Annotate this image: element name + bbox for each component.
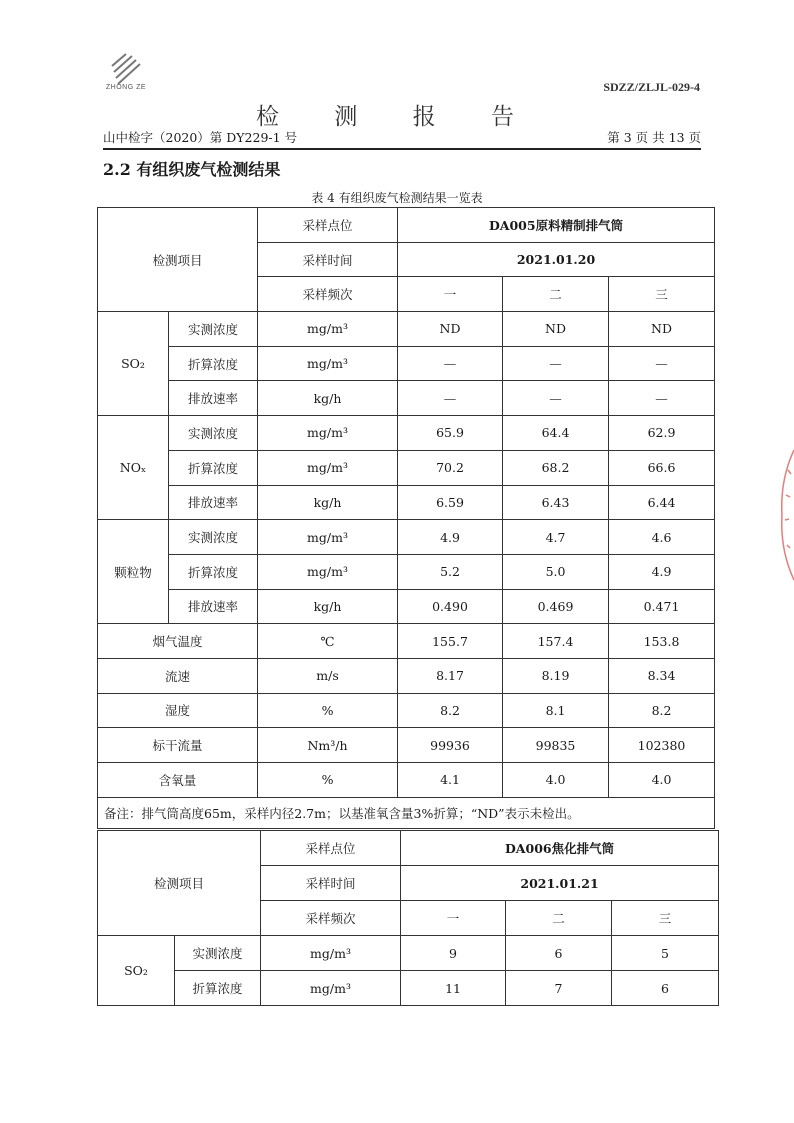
cell-value: 5.0 [503,554,609,589]
cell-value: — [503,346,609,381]
time-value: 2021.01.20 [398,242,715,277]
cell-value: 6.43 [503,485,609,520]
row-unit: kg/h [258,381,398,416]
freq-2: 二 [503,277,609,312]
cell-value: 4.7 [503,520,609,555]
cell-value: 8.2 [398,693,503,728]
freq-2: 二 [506,901,612,936]
cell-value: 4.0 [503,763,609,798]
cell-value: — [398,381,503,416]
cell-value: 8.17 [398,658,503,693]
cell-value: 102380 [609,728,715,763]
cell-value: ND [398,312,503,347]
row-label: 折算浓度 [169,346,258,381]
cell-value: 62.9 [609,416,715,451]
row-unit: m/s [258,658,398,693]
row-unit: mg/m³ [258,450,398,485]
cell-value: 6.59 [398,485,503,520]
freq-3: 三 [612,901,719,936]
cell-value: — [398,346,503,381]
param-label: 含氧量 [98,763,258,798]
table-row [98,450,715,485]
param-label: 烟气温度 [98,624,258,659]
cell-value: 99936 [398,728,503,763]
seal-stamp-icon [776,440,794,590]
cell-value: 70.2 [398,450,503,485]
report-number: 山中检字（2020）第 DY229-1 号 [103,130,298,145]
cell-value: 6.44 [609,485,715,520]
table-row [98,624,715,659]
cell-value: 68.2 [503,450,609,485]
page-info: 第 3 页 共 13 页 [607,130,701,145]
row-unit: mg/m³ [258,416,398,451]
table-note: 备注：排气筒高度65m，采样内径2.7m；以基准氧含量3%折算；“ND”表示未检出。 [98,797,715,828]
row-label: 折算浓度 [169,450,258,485]
row-unit: mg/m³ [258,554,398,589]
table-row [98,936,719,971]
freq-label: 采样频次 [258,277,398,312]
row-unit: % [258,693,398,728]
cell-value: — [609,346,715,381]
table-row [98,381,715,416]
cell-value: 8.2 [609,693,715,728]
param-label: 流速 [98,658,258,693]
row-unit: kg/h [258,589,398,624]
row-unit: mg/m³ [258,312,398,347]
table-row [98,589,715,624]
row-unit: mg/m³ [258,520,398,555]
row-unit: kg/h [258,485,398,520]
point-value: DA006焦化排气筒 [401,831,719,866]
item-header: 检测项目 [98,208,258,312]
point-label: 采样点位 [258,208,398,243]
cell-value: — [503,381,609,416]
company-logo-icon [96,52,156,98]
cell-value: 9 [401,936,506,971]
row-unit: mg/m³ [261,971,401,1006]
cell-value: 8.19 [503,658,609,693]
point-label: 采样点位 [261,831,401,866]
cell-value: 5 [612,936,719,971]
row-label: 排放速率 [169,589,258,624]
cell-value: 11 [401,971,506,1006]
row-unit: mg/m³ [258,346,398,381]
row-unit: % [258,763,398,798]
table-row [98,554,715,589]
cell-value: ND [503,312,609,347]
time-label: 采样时间 [261,866,401,901]
cell-value: 6 [612,971,719,1006]
pollutant-name: SO₂ [98,312,169,416]
table-row [98,658,715,693]
table-row [98,485,715,520]
pollutant-name: NOₓ [98,416,169,520]
table-row [98,520,715,555]
document-code: SDZZ/ZLJL-029-4 [603,80,700,94]
table-caption: 表 4 有组织废气检测结果一览表 [311,191,483,205]
row-label: 实测浓度 [169,312,258,347]
cell-value: 65.9 [398,416,503,451]
cell-value: 4.9 [398,520,503,555]
cell-value: 4.9 [609,554,715,589]
row-label: 排放速率 [169,485,258,520]
freq-1: 一 [401,901,506,936]
cell-value: 0.490 [398,589,503,624]
results-table-da006 [97,830,719,1006]
item-header: 检测项目 [98,831,261,936]
time-value: 2021.01.21 [401,866,719,901]
table-row [98,971,719,1006]
cell-value: 8.34 [609,658,715,693]
pollutant-name: SO₂ [98,936,175,1006]
row-label: 折算浓度 [175,971,261,1006]
cell-value: 99835 [503,728,609,763]
row-label: 实测浓度 [175,936,261,971]
table-row [98,728,715,763]
report-header-line [103,128,701,150]
point-value: DA005原料精制排气筒 [398,208,715,243]
table-row [98,312,715,347]
cell-value: 64.4 [503,416,609,451]
pollutant-name: 颗粒物 [98,520,169,624]
cell-value: 4.1 [398,763,503,798]
cell-value: 153.8 [609,624,715,659]
section-title: 2.2 有组织废气检测结果 [103,160,281,179]
cell-value: 157.4 [503,624,609,659]
cell-value: 66.6 [609,450,715,485]
cell-value: 5.2 [398,554,503,589]
row-label: 折算浓度 [169,554,258,589]
row-unit: Nm³/h [258,728,398,763]
row-unit: ℃ [258,624,398,659]
logo-text: ZHONG ZE [105,84,147,91]
cell-value: — [609,381,715,416]
cell-value: 8.1 [503,693,609,728]
results-table-da005 [97,207,715,829]
table-row [98,416,715,451]
table-row [98,763,715,798]
table-row [98,346,715,381]
table-row [98,693,715,728]
time-label: 采样时间 [258,242,398,277]
freq-label: 采样频次 [261,901,401,936]
row-label: 排放速率 [169,381,258,416]
cell-value: 4.6 [609,520,715,555]
param-label: 湿度 [98,693,258,728]
freq-1: 一 [398,277,503,312]
cell-value: 0.469 [503,589,609,624]
row-unit: mg/m³ [261,936,401,971]
cell-value: 6 [506,936,612,971]
cell-value: 7 [506,971,612,1006]
row-label: 实测浓度 [169,416,258,451]
param-label: 标干流量 [98,728,258,763]
cell-value: 155.7 [398,624,503,659]
cell-value: 0.471 [609,589,715,624]
report-title: 检 测 报 告 [256,104,538,130]
freq-3: 三 [609,277,715,312]
row-label: 实测浓度 [169,520,258,555]
cell-value: 4.0 [609,763,715,798]
cell-value: ND [609,312,715,347]
